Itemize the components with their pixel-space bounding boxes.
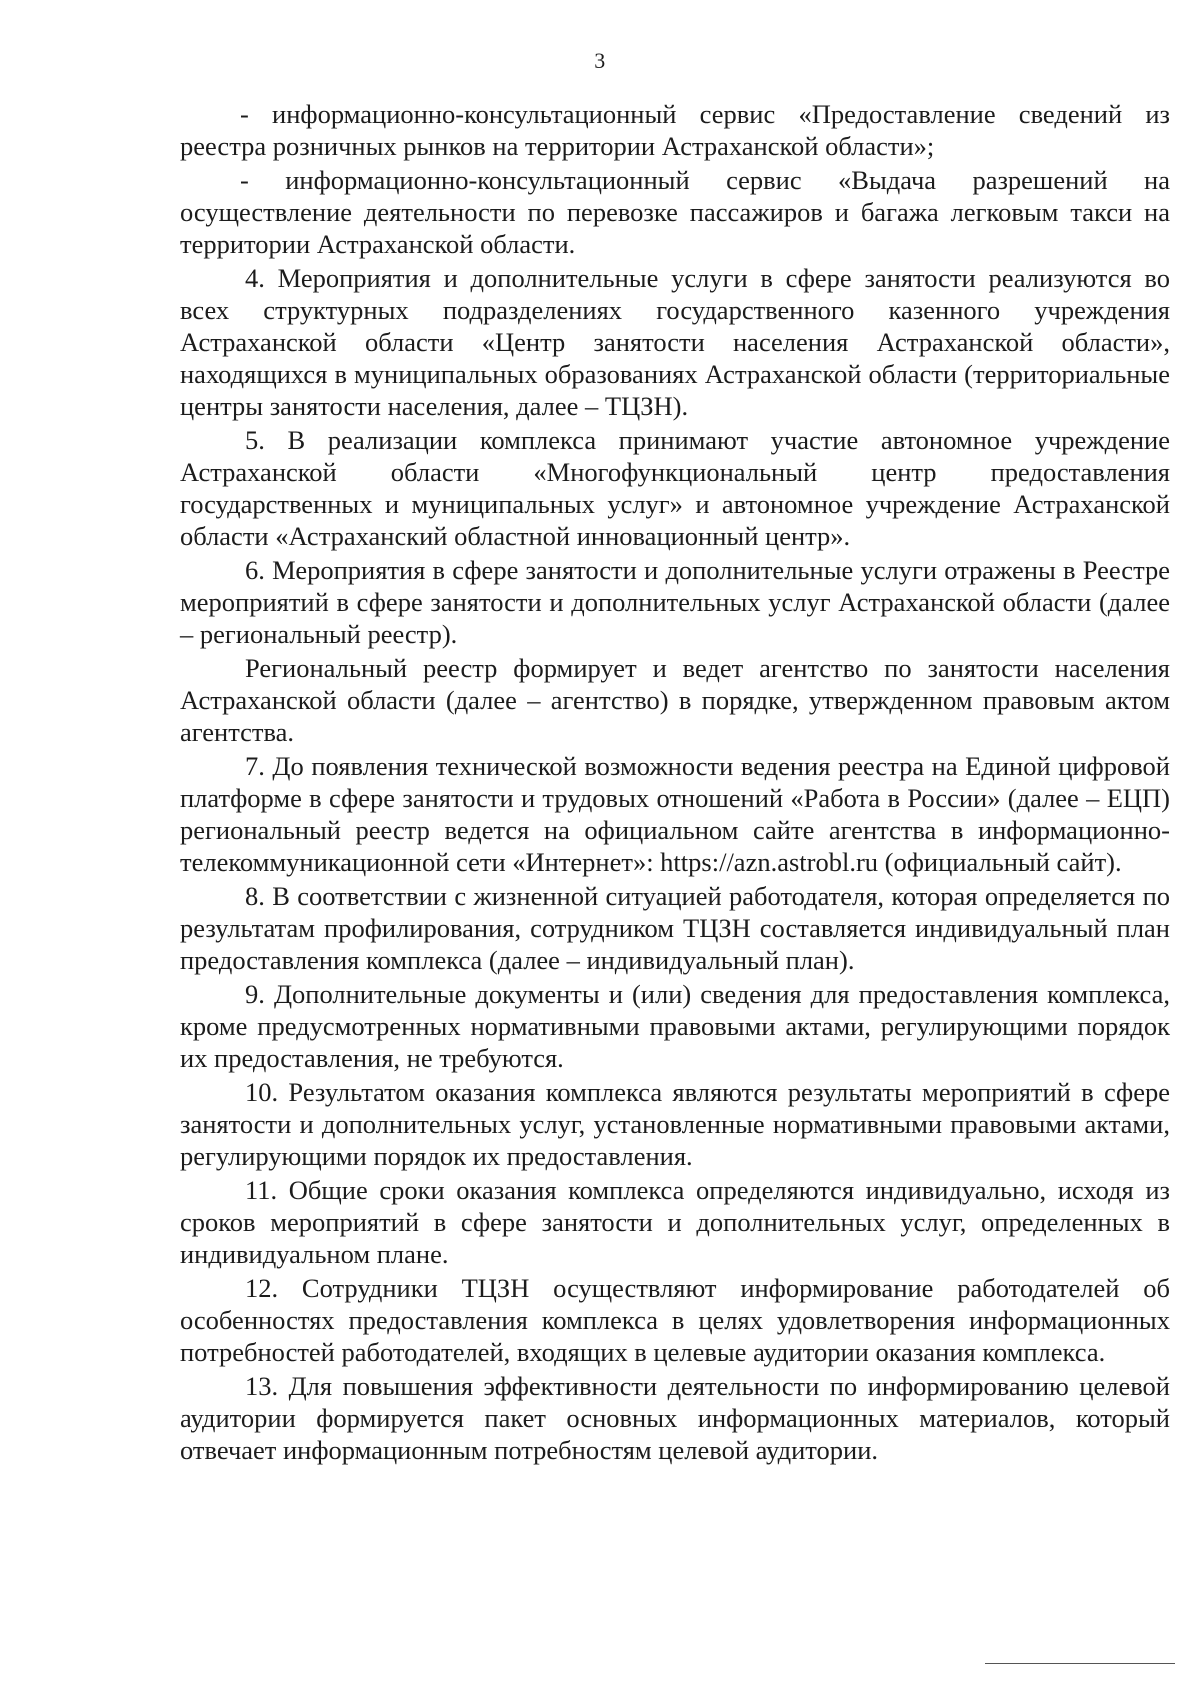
paragraph-item-7: 7. До появления технической возможности ведения реестра на Единой цифровой платформе в сфере занятости и трудовых отношений «Работа в России» (далее – ЕЦП) региональный реестр ведется на официальном сайте агентства в информационно-телекоммуникационной сети «Интернет»: https://azn.astrobl.ru (официальный сайт). [180, 751, 1170, 877]
page-number: 3 [594, 48, 606, 73]
paragraph-item-6: 6. Мероприятия в сфере занятости и дополнительные услуги отражены в Реестре мероприятий в сфере занятости и дополнительных услуг Астраханской области (далее – региональный реестр). [180, 555, 1170, 649]
paragraph-item-10: 10. Результатом оказания комплекса являются результаты мероприятий в сфере занятости и дополнительных услуг, установленные нормативными правовыми актами, регулирующими порядок их предоставления. [180, 1077, 1170, 1171]
document-body [180, 98, 1170, 1468]
paragraph-service-taxi-permits: - информационно-консультационный сервис «Выдача разрешений на осуществление деятельности по перевозке пассажиров и багажа легковым такси на территории Астраханской области. [180, 165, 1170, 259]
paragraph-item-13: 13. Для повышения эффективности деятельности по информированию целевой аудитории формируется пакет основных информационных материалов, который отвечает информационным потребностям целевой аудитории. [180, 1371, 1170, 1465]
paragraph-item-5: 5. В реализации комплекса принимают участие автономное учреждение Астраханской области «Многофункциональный центр предоставления государственных и муниципальных услуг» и автономное учреждение Астраханской области «Астраханский областной инновационный центр». [180, 425, 1170, 551]
paragraph-item-12: 12. Сотрудники ТЦЗН осуществляют информирование работодателей об особенностях предоставления комплекса в целях удовлетворения информационных потребностей работодателей, входящих в целевые аудитории оказания комплекса. [180, 1273, 1170, 1367]
footer-rule [985, 1663, 1175, 1664]
paragraph-item-8: 8. В соответствии с жизненной ситуацией работодателя, которая определяется по результатам профилирования, сотрудником ТЦЗН составляется индивидуальный план предоставления комплекса (далее – индивидуальный план). [180, 881, 1170, 975]
paragraph-item-9: 9. Дополнительные документы и (или) сведения для предоставления комплекса, кроме предусмотренных нормативными правовыми актами, регулирующими порядок их предоставления, не требуются. [180, 979, 1170, 1073]
paragraph-regional-registry: Региональный реестр формирует и ведет агентство по занятости населения Астраханской области (далее – агентство) в порядке, утвержденном правовым актом агентства. [180, 653, 1170, 747]
paragraph-item-11: 11. Общие сроки оказания комплекса определяются индивидуально, исходя из сроков мероприятий в сфере занятости и дополнительных услуг, определенных в индивидуальном плане. [180, 1175, 1170, 1269]
paragraph-service-markets-registry: - информационно-консультационный сервис «Предоставление сведений из реестра розничных рынков на территории Астраханской области»; [180, 99, 1170, 161]
paragraph-item-4: 4. Мероприятия и дополнительные услуги в сфере занятости реализуются во всех структурных подразделениях государственного казенного учреждения Астраханской области «Центр занятости населения Астраханской области», находящихся в муниципальных образованиях Астраханской области (территориальные центры занятости населения, далее – ТЦЗН). [180, 263, 1170, 421]
